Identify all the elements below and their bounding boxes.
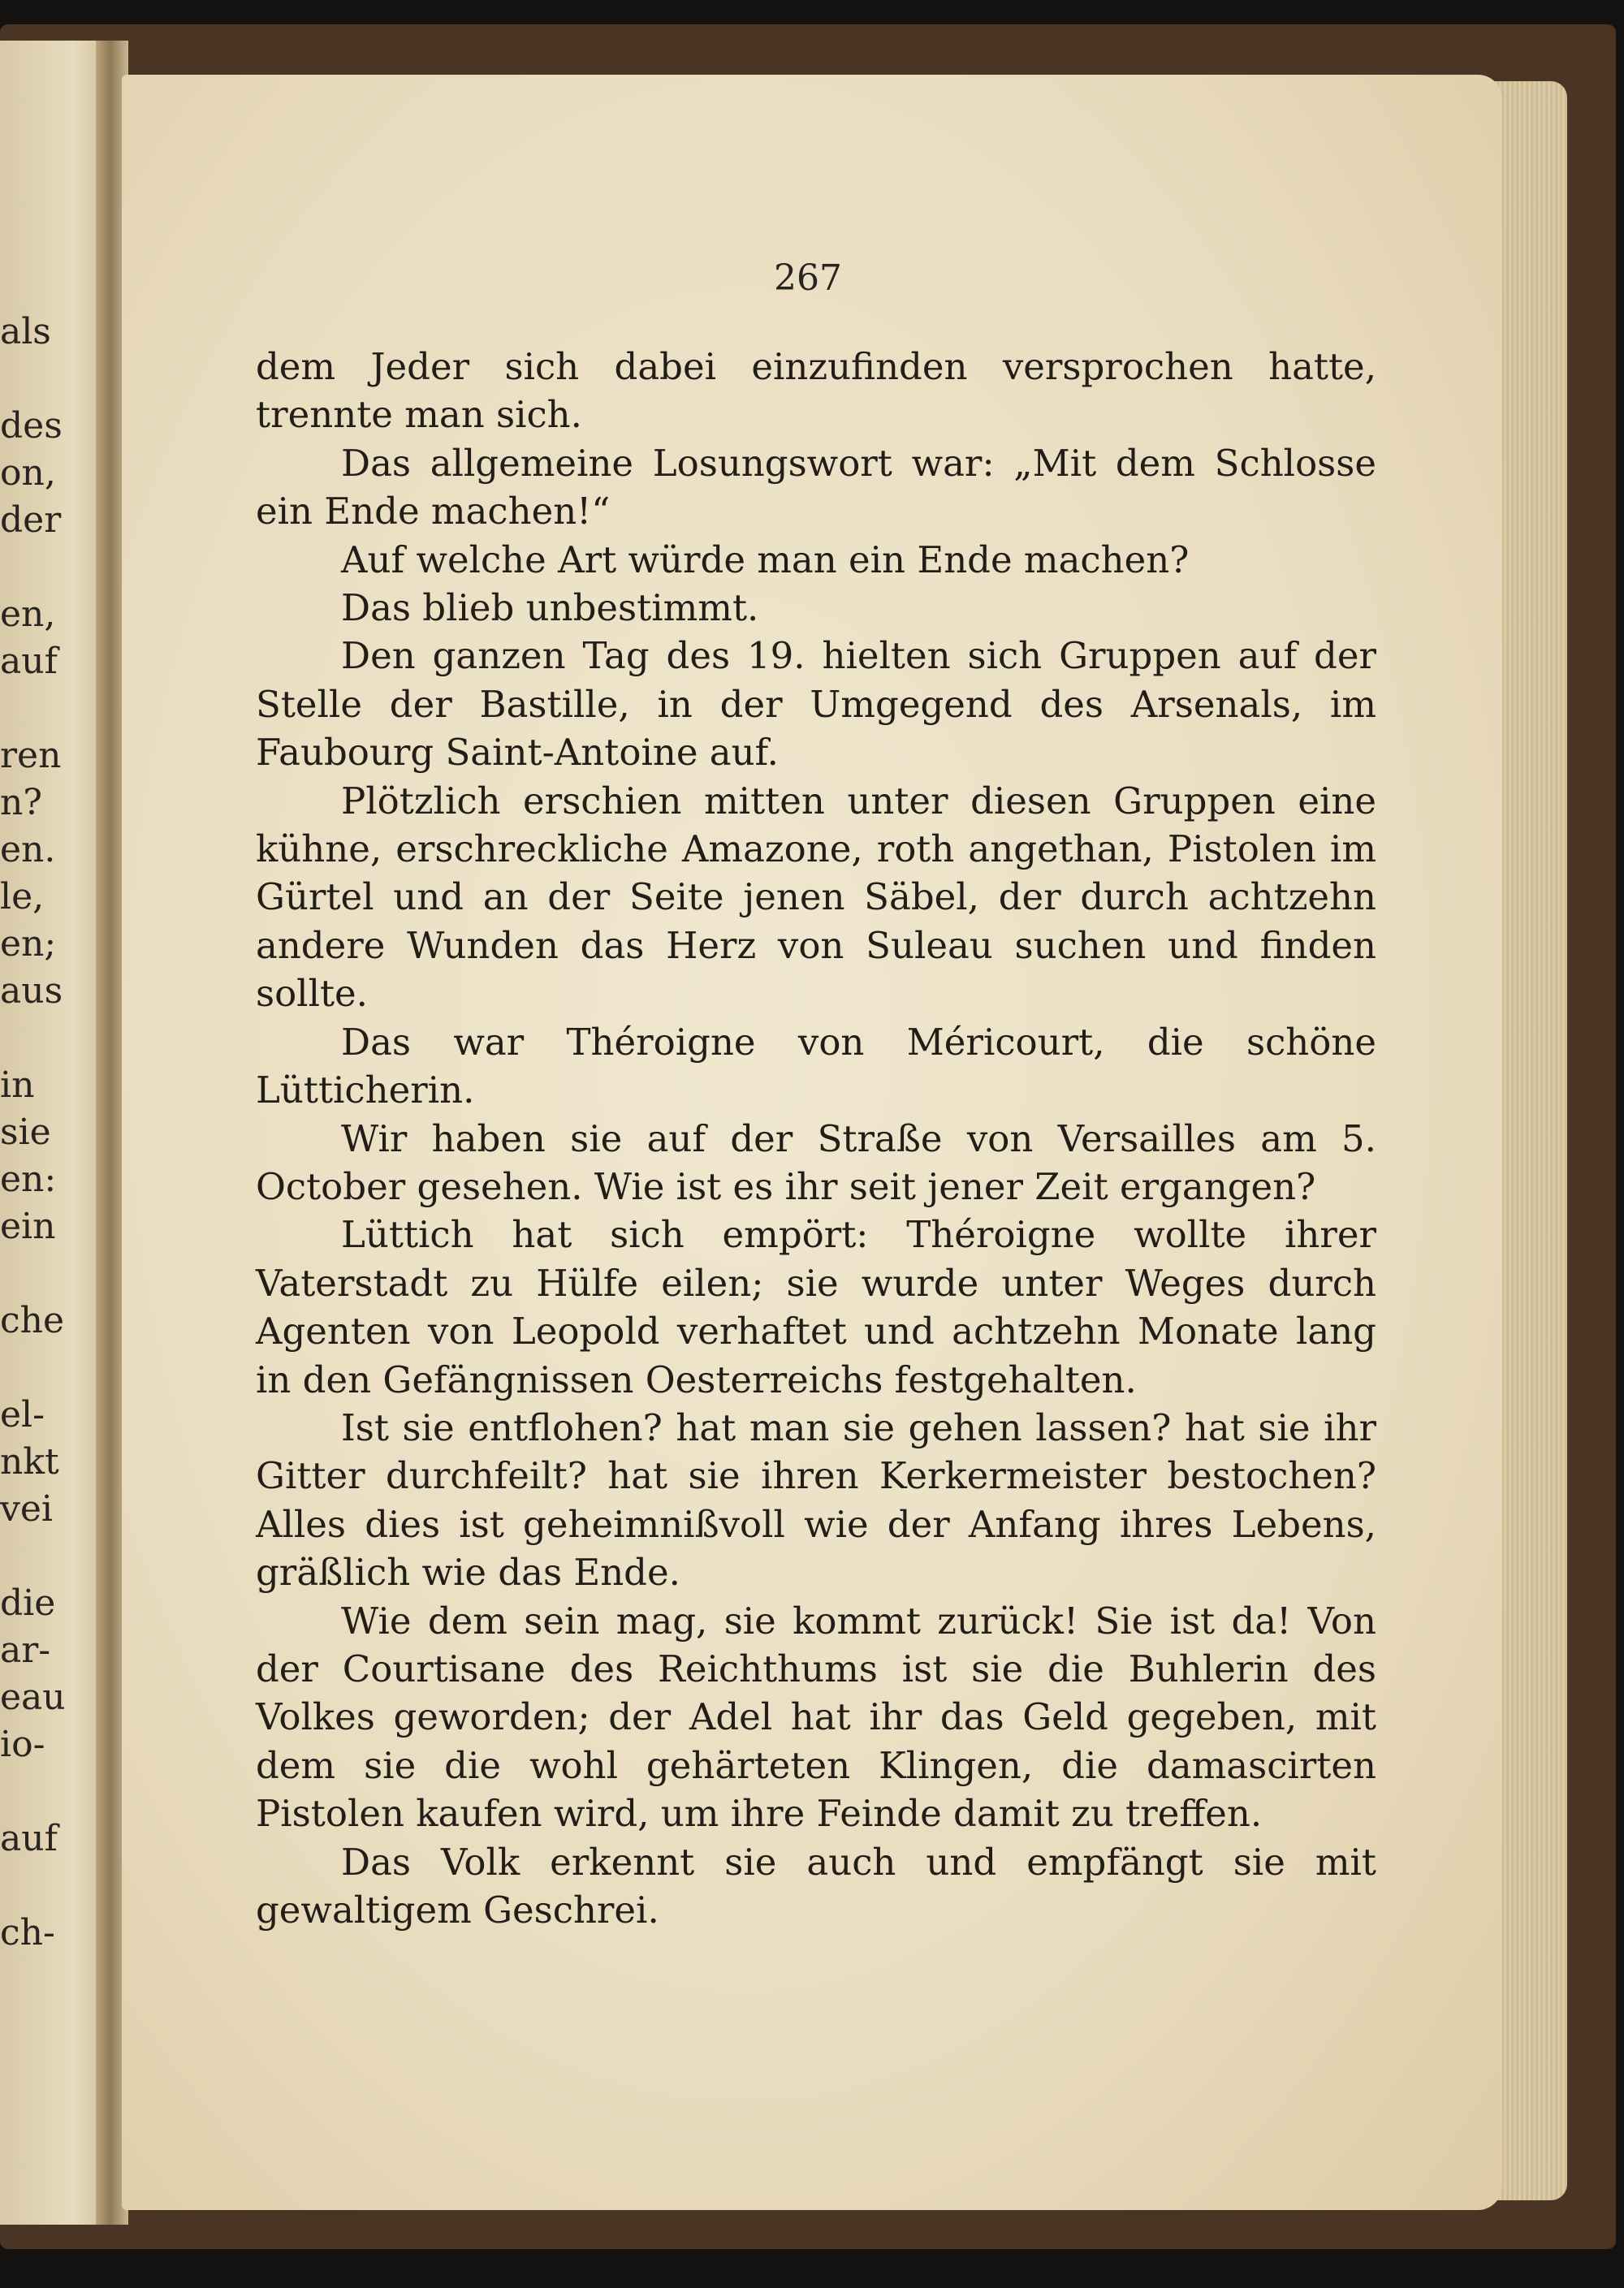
fragment: en, bbox=[0, 594, 56, 635]
fragment bbox=[0, 1345, 97, 1392]
fragment: io- bbox=[0, 1724, 45, 1765]
fragment: in bbox=[0, 1064, 35, 1106]
fragment: ch- bbox=[0, 1912, 55, 1953]
fragment bbox=[0, 1250, 97, 1297]
paragraph: Den ganzen Tag des 19. hielten sich Gruppen auf der Stelle der Bastille, in der Umgegend des Arsenals, im Faubourg Saint-Antoine auf. bbox=[256, 634, 1376, 775]
fragment: ren bbox=[0, 735, 62, 776]
fragment bbox=[0, 544, 97, 591]
fragment: en. bbox=[0, 829, 56, 870]
paragraph: Lüttich hat sich empört: Théroigne wollte ihrer Vaterstadt zu Hülfe eilen; sie wurde unter Weges durch Agenten von Leopold verhaftet und achtzehn Monate lang in den Gefängnissen Oesterreichs festgehalten. bbox=[256, 1213, 1376, 1401]
fragment: ein bbox=[0, 1206, 56, 1247]
paragraph: Das blieb unbestimmt. bbox=[341, 586, 759, 630]
left-page-text-fragments bbox=[0, 309, 97, 1957]
paragraph: Wir haben sie auf der Straße von Versailles am 5. October gesehen. Wie ist es ihr seit jener Zeit ergangen? bbox=[256, 1116, 1376, 1208]
paragraph: Auf welche Art würde man ein Ende machen? bbox=[341, 537, 1190, 581]
fragment: des bbox=[0, 405, 63, 447]
body-text bbox=[256, 343, 1376, 1934]
fragment bbox=[0, 685, 97, 732]
paragraph: Wie dem sein mag, sie kommt zurück! Sie ist da! Von der Courtisane des Reichthums ist sie die Buhlerin des Volkes geworden; der Adel hat ihr das Geld gegeben, mit dem sie die wohl gehärteten Klingen, die damascirten Pistolen kaufen wird, um ihre Feinde damit zu treffen. bbox=[256, 1599, 1376, 1836]
page-number: 267 bbox=[774, 257, 842, 299]
fragment: n? bbox=[0, 782, 42, 823]
fragment: le, bbox=[0, 876, 45, 917]
fragment: vei bbox=[0, 1488, 53, 1530]
fragment: che bbox=[0, 1300, 65, 1341]
fragment: aus bbox=[0, 970, 63, 1012]
fragment: en; bbox=[0, 923, 57, 965]
fragment: on, bbox=[0, 452, 56, 494]
fragment bbox=[0, 1015, 97, 1062]
paragraph: Ist sie entflohen? hat man sie gehen lassen? hat sie ihr Gitter durchfeilt? hat sie ihren Kerkermeister bestochen? Alles dies ist geheimnißvoll wie der Anfang ihres Lebens, gräßlich wie das Ende. bbox=[256, 1405, 1376, 1595]
paragraph: dem Jeder sich dabei einzufinden versprochen hatte, trennte man sich. bbox=[256, 345, 1376, 437]
fragment bbox=[0, 1533, 97, 1580]
fragment: die bbox=[0, 1582, 56, 1624]
fragment: auf bbox=[0, 1818, 58, 1859]
fragment: nkt bbox=[0, 1441, 59, 1483]
fragment: sie bbox=[0, 1112, 51, 1153]
fragment bbox=[0, 356, 97, 403]
paragraph: Plötzlich erschien mitten unter diesen Gruppen eine kühne, erschreckliche Amazone, roth angethan, Pistolen im Gürtel und an der Seite jenen Säbel, der durch achtzehn andere Wunden das Herz von Suleau suchen und finden sollte. bbox=[256, 779, 1376, 1016]
paragraph: Das allgemeine Losungswort war: „Mit dem Schlosse ein Ende machen!“ bbox=[256, 441, 1376, 533]
fragment: als bbox=[0, 311, 51, 352]
fragment bbox=[0, 1768, 97, 1815]
fragment bbox=[0, 1863, 97, 1910]
right-page bbox=[122, 75, 1502, 2210]
fragment: ar- bbox=[0, 1630, 51, 1671]
fragment: en: bbox=[0, 1159, 57, 1200]
paragraph: Das war Théroigne von Méricourt, die schöne Lütticherin. bbox=[256, 1020, 1376, 1112]
fragment: der bbox=[0, 499, 62, 541]
fragment: el- bbox=[0, 1394, 45, 1435]
paragraph: Das Volk erkennt sie auch und empfängt sie mit gewaltigem Geschrei. bbox=[256, 1840, 1376, 1932]
fragment: eau bbox=[0, 1677, 66, 1718]
fragment: auf bbox=[0, 641, 58, 682]
